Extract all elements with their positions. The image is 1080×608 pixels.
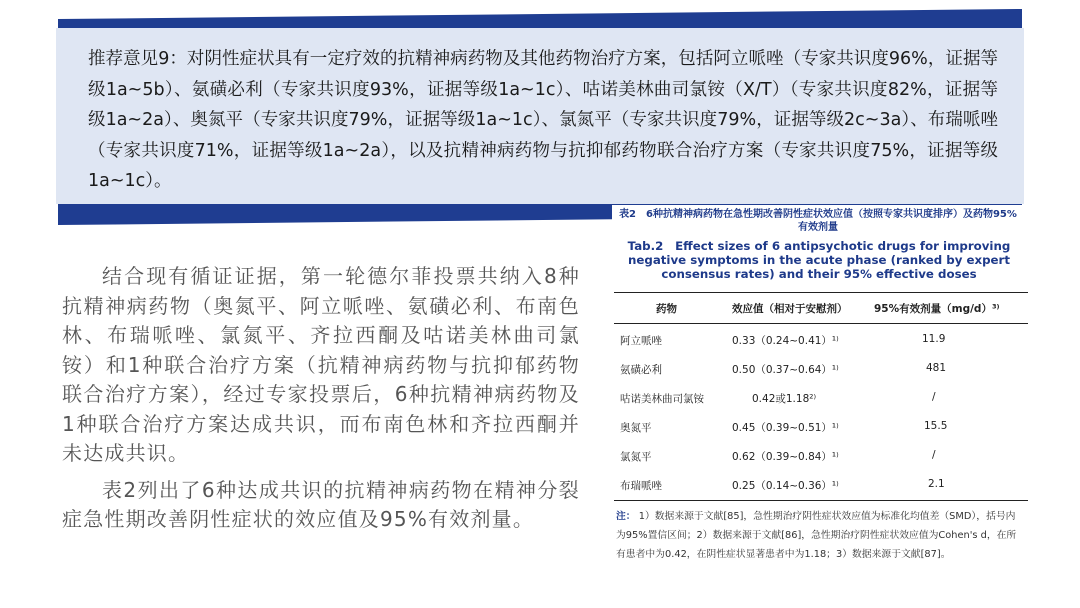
table-cell-drug: 阿立哌唑 <box>620 335 662 347</box>
body-paragraph-2: 表2列出了6种达成共识的抗精神病药物在精神分裂症急性期改善阴性症状的效应值及95%有效剂量。 <box>62 477 580 531</box>
table-cell-effect: 0.45（0.39~0.51）¹⁾ <box>732 422 839 434</box>
table-header-rule <box>614 323 1028 324</box>
body-text-column <box>62 262 580 542</box>
table-note <box>616 507 1020 564</box>
table-cell-effect: 0.50（0.37~0.64）¹⁾ <box>732 364 839 376</box>
table-cell-dose: 15.5 <box>924 420 948 432</box>
table-bottom-rule <box>614 500 1028 501</box>
table-cell-dose: / <box>932 391 936 403</box>
table-caption-zh: 表2 6种抗精神病药物在急性期改善阴性症状效应值（按照专家共识度排序）及药物95%有效剂量 <box>619 209 1017 233</box>
table-header-effect: 效应值（相对于安慰剂） <box>732 303 848 315</box>
table-header-drug: 药物 <box>656 303 677 315</box>
table-cell-dose: 481 <box>926 362 947 374</box>
table-note-text: 1）数据来源于文献[85]，急性期治疗阴性症状效应值为标准化均值差（SMD），括号内为95%置信区间；2）数据来源于文献[86]，急性期治疗阴性症状效应值为Cohen's d，在所有患者中为0.42，在阴性症状显著患者中为1.18；3）数据来源于文献[87]。 <box>616 511 1017 560</box>
table-cell-dose: 11.9 <box>922 333 946 345</box>
table-panel <box>612 205 1024 585</box>
table-top-rule <box>614 292 1028 293</box>
table-cell-effect: 0.62（0.39~0.84）¹⁾ <box>732 451 839 463</box>
table-cell-drug: 氨磺必利 <box>620 364 662 376</box>
table-cell-drug: 氯氮平 <box>620 451 652 463</box>
recommendation-text: 推荐意见9：对阴性症状具有一定疗效的抗精神病药物及其他药物治疗方案，包括阿立哌唑（专家共识度96%，证据等级1a~5b）、氨磺必利（专家共识度93%，证据等级1a~1c）、咕诺美林曲司氯铵（X/T）（专家共识度82%，证据等级1a~2a）、奥氮平（专家共识度79%，证据等级1a~1c）、氯氮平（专家共识度79%，证据等级2c~3a）、布瑞哌唑（专家共识度71%，证据等级1a~2a），以及抗精神病药物与抗抑郁药物联合治疗方案（专家共识度75%，证据等级1a~1c）。 <box>88 49 998 191</box>
recommendation-box <box>56 28 1024 204</box>
table-header-dose: 95%有效剂量（mg/d）³⁾ <box>874 303 1000 315</box>
table-cell-drug: 奥氮平 <box>620 422 652 434</box>
table-cell-drug: 咕诺美林曲司氯铵 <box>620 393 704 405</box>
table-cell-dose: / <box>932 449 936 461</box>
table-cell-effect: 0.25（0.14~0.36）¹⁾ <box>732 480 839 492</box>
body-paragraph-1: 结合现有循证证据，第一轮德尔菲投票共纳入8种抗精神病药物（奥氮平、阿立哌唑、氨磺必利、布南色林、布瑞哌唑、氯氮平、齐拉西酮及咕诺美林曲司氯铵）和1种联合治疗方案（抗精神病药物与抗抑郁药物联合治疗方案），经过专家投票后，6种抗精神病药物及1种联合治疗方案达成共识，而布南色林和齐拉西酮并未达成共识。 <box>62 264 580 465</box>
table-cell-effect: 0.33（0.24~0.41）¹⁾ <box>732 335 839 347</box>
table-cell-effect: 0.42或1.18²⁾ <box>752 393 817 405</box>
table-cell-drug: 布瑞哌唑 <box>620 480 662 492</box>
table-cell-dose: 2.1 <box>928 478 945 490</box>
table-caption-en: Tab.2 Effect sizes of 6 antipsychotic drugs for improving negative symptoms in the acute phase (ranked by expert consensus rates) and their 95% effective doses <box>627 239 1011 281</box>
table-note-label: 注： <box>616 511 636 522</box>
